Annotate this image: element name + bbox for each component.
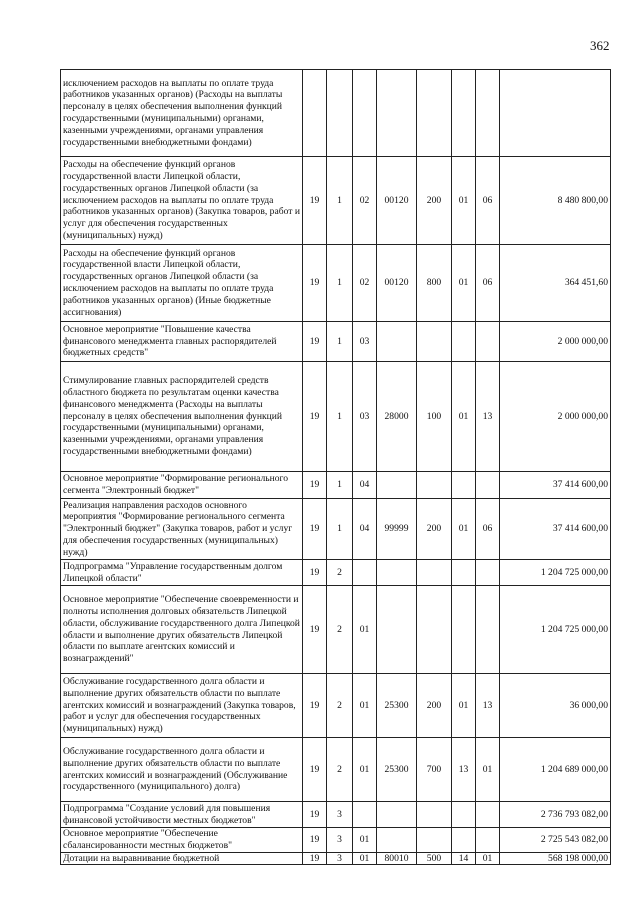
- cell-sum: 37 414 600,00: [500, 499, 611, 560]
- cell-pz: [476, 586, 500, 674]
- cell-gr: 19: [303, 157, 327, 245]
- cell-sum: 2 736 793 082,00: [500, 802, 611, 828]
- cell-gr: 19: [303, 499, 327, 560]
- cell-rz: 01: [452, 674, 476, 738]
- table-row: [61, 322, 611, 362]
- cell-pz: 06: [476, 157, 500, 245]
- cell-rz: [452, 586, 476, 674]
- cell-r: 1: [327, 472, 353, 499]
- cell-gr: 19: [303, 560, 327, 586]
- cell-pr: 03: [353, 322, 377, 362]
- cell-rz: 01: [452, 245, 476, 322]
- cell-vr: [417, 322, 452, 362]
- cell-pr: 01: [353, 674, 377, 738]
- cell-sum: 364 451,60: [500, 245, 611, 322]
- cell-pz: 01: [476, 738, 500, 802]
- cell-cs: 00120: [377, 245, 417, 322]
- cell-pr: 03: [353, 362, 377, 472]
- cell-gr: 19: [303, 472, 327, 499]
- cell-pz: 13: [476, 674, 500, 738]
- cell-sum: 568 198 000,00: [500, 852, 611, 865]
- cell-rz: [452, 70, 476, 157]
- cell-cs: 25300: [377, 738, 417, 802]
- cell-pz: 01: [476, 852, 500, 865]
- cell-gr: 19: [303, 322, 327, 362]
- cell-r: 2: [327, 674, 353, 738]
- row-description: Основное мероприятие "Повышение качества финансового менеджмента главных распорядителей бюджетных средств": [61, 322, 303, 362]
- row-description: Расходы на обеспечение функций органов государственной власти Липецкой области, государственных органов Липецкой области (за исключением расходов на выплаты по оплате труда работников указанных органов) (Закупка товаров, работ и услуг для обеспечения государственных (муниципальных) нужд): [61, 157, 303, 245]
- cell-r: 3: [327, 802, 353, 828]
- cell-gr: 19: [303, 802, 327, 828]
- cell-gr: [303, 70, 327, 157]
- cell-pz: [476, 802, 500, 828]
- row-description: Подпрограмма "Управление государственным долгом Липецкой области": [61, 560, 303, 586]
- cell-pr: [353, 560, 377, 586]
- cell-pz: [476, 828, 500, 853]
- cell-pz: 06: [476, 499, 500, 560]
- cell-sum: 2 000 000,00: [500, 362, 611, 472]
- cell-sum: 1 204 725 000,00: [500, 560, 611, 586]
- table-row: [61, 674, 611, 738]
- cell-vr: 100: [417, 362, 452, 472]
- table-row: [61, 560, 611, 586]
- cell-pr: 01: [353, 828, 377, 853]
- table-row: [61, 472, 611, 499]
- cell-sum: [500, 70, 611, 157]
- cell-sum: 36 000,00: [500, 674, 611, 738]
- cell-pz: [476, 472, 500, 499]
- table-row: [61, 362, 611, 472]
- cell-vr: [417, 828, 452, 853]
- cell-vr: 700: [417, 738, 452, 802]
- cell-cs: [377, 586, 417, 674]
- cell-gr: 19: [303, 586, 327, 674]
- cell-sum: 1 204 725 000,00: [500, 586, 611, 674]
- table-row: [61, 828, 611, 853]
- row-description: Дотации на выравнивание бюджетной: [61, 852, 303, 865]
- row-description: Основное мероприятие "Формирование регионального сегмента "Электронный бюджет": [61, 472, 303, 499]
- cell-sum: 2 000 000,00: [500, 322, 611, 362]
- cell-sum: 2 725 543 082,00: [500, 828, 611, 853]
- cell-pr: [353, 70, 377, 157]
- cell-pr: 02: [353, 245, 377, 322]
- cell-vr: 200: [417, 499, 452, 560]
- cell-vr: [417, 472, 452, 499]
- cell-r: 1: [327, 362, 353, 472]
- cell-pr: [353, 802, 377, 828]
- cell-gr: 19: [303, 852, 327, 865]
- cell-pz: [476, 560, 500, 586]
- table-row: [61, 852, 611, 865]
- cell-rz: 13: [452, 738, 476, 802]
- cell-cs: [377, 802, 417, 828]
- cell-cs: 99999: [377, 499, 417, 560]
- cell-r: 2: [327, 586, 353, 674]
- table-row: [61, 738, 611, 802]
- cell-gr: 19: [303, 362, 327, 472]
- cell-pr: 02: [353, 157, 377, 245]
- cell-r: 1: [327, 157, 353, 245]
- cell-cs: [377, 472, 417, 499]
- cell-vr: 800: [417, 245, 452, 322]
- cell-sum: 8 480 800,00: [500, 157, 611, 245]
- cell-pr: 01: [353, 852, 377, 865]
- cell-vr: 500: [417, 852, 452, 865]
- cell-pr: 04: [353, 472, 377, 499]
- cell-vr: [417, 560, 452, 586]
- cell-rz: [452, 472, 476, 499]
- cell-r: 1: [327, 499, 353, 560]
- cell-rz: [452, 828, 476, 853]
- cell-cs: 80010: [377, 852, 417, 865]
- row-description: Расходы на обеспечение функций органов государственной власти Липецкой области, государственных органов Липецкой области (за исключением расходов на выплаты по оплате труда работников указанных органов) (Иные бюджетные ассигнования): [61, 245, 303, 322]
- cell-r: 1: [327, 245, 353, 322]
- cell-vr: [417, 70, 452, 157]
- cell-rz: 14: [452, 852, 476, 865]
- cell-sum: 37 414 600,00: [500, 472, 611, 499]
- cell-pr: 04: [353, 499, 377, 560]
- cell-gr: 19: [303, 674, 327, 738]
- cell-r: 1: [327, 322, 353, 362]
- cell-vr: 200: [417, 157, 452, 245]
- cell-gr: 19: [303, 738, 327, 802]
- cell-pr: 01: [353, 586, 377, 674]
- cell-gr: 19: [303, 245, 327, 322]
- cell-r: 2: [327, 560, 353, 586]
- cell-r: 3: [327, 828, 353, 853]
- cell-r: 3: [327, 852, 353, 865]
- cell-pz: 13: [476, 362, 500, 472]
- cell-rz: 01: [452, 499, 476, 560]
- cell-pr: 01: [353, 738, 377, 802]
- table-row: [61, 586, 611, 674]
- row-description: Реализация направления расходов основного мероприятия "Формирование регионального сегмента "Электронный бюджет" (Закупка товаров, работ и услуг для обеспечения государственных (муниципальных) нужд): [61, 499, 303, 560]
- cell-cs: [377, 70, 417, 157]
- table-row: [61, 499, 611, 560]
- cell-rz: 01: [452, 362, 476, 472]
- cell-sum: 1 204 689 000,00: [500, 738, 611, 802]
- cell-r: 2: [327, 738, 353, 802]
- cell-vr: [417, 586, 452, 674]
- cell-cs: [377, 322, 417, 362]
- cell-rz: [452, 322, 476, 362]
- row-description: Обслуживание государственного долга области и выполнение других обязательств области по выплате агентских комиссий и вознаграждений (Закупка товаров, работ и услуг для обеспечения государственных (муниципальных) нужд): [61, 674, 303, 738]
- table-row: [61, 245, 611, 322]
- row-description: Подпрограмма "Создание условий для повышения финансовой устойчивости местных бюджетов": [61, 802, 303, 828]
- table-row: [61, 157, 611, 245]
- row-description: Основное мероприятие "Обеспечение своевременности и полноты исполнения долговых обязательств Липецкой области, обслуживание государственного долга Липецкой области и выполнение других обязательств Липецкой области по выплате агентских комиссий и вознаграждений": [61, 586, 303, 674]
- cell-pz: [476, 322, 500, 362]
- cell-rz: 01: [452, 157, 476, 245]
- cell-vr: [417, 802, 452, 828]
- cell-gr: 19: [303, 828, 327, 853]
- cell-cs: 00120: [377, 157, 417, 245]
- cell-cs: [377, 828, 417, 853]
- row-description: Стимулирование главных распорядителей средств областного бюджета по результатам оценки качества финансового менеджмента (Расходы на выплаты персоналу в целях обеспечения выполнения функций государственными (муниципальными) органами, казенными учреждениями, органами управления государственными внебюджетными фондами): [61, 362, 303, 472]
- cell-cs: [377, 560, 417, 586]
- cell-pz: [476, 70, 500, 157]
- cell-vr: 200: [417, 674, 452, 738]
- cell-cs: 28000: [377, 362, 417, 472]
- row-description: Основное мероприятие "Обеспечение сбалансированности местных бюджетов": [61, 828, 303, 853]
- cell-r: [327, 70, 353, 157]
- table-row: [61, 70, 611, 157]
- cell-cs: 25300: [377, 674, 417, 738]
- row-description: Обслуживание государственного долга области и выполнение других обязательств области по выплате агентских комиссий и вознаграждений (Обслуживание государственного (муниципального) долга): [61, 738, 303, 802]
- cell-pz: 06: [476, 245, 500, 322]
- cell-rz: [452, 802, 476, 828]
- cell-rz: [452, 560, 476, 586]
- page-number: 362: [590, 38, 610, 53]
- budget-table: [60, 69, 611, 865]
- row-description: исключением расходов на выплаты по оплате труда работников указанных органов) (Расходы на выплаты персоналу в целях обеспечения выполнения функций государственными (муниципальными) органами, казенными учреждениями, органами управления государственными внебюджетными фондами): [61, 70, 303, 157]
- table-row: [61, 802, 611, 828]
